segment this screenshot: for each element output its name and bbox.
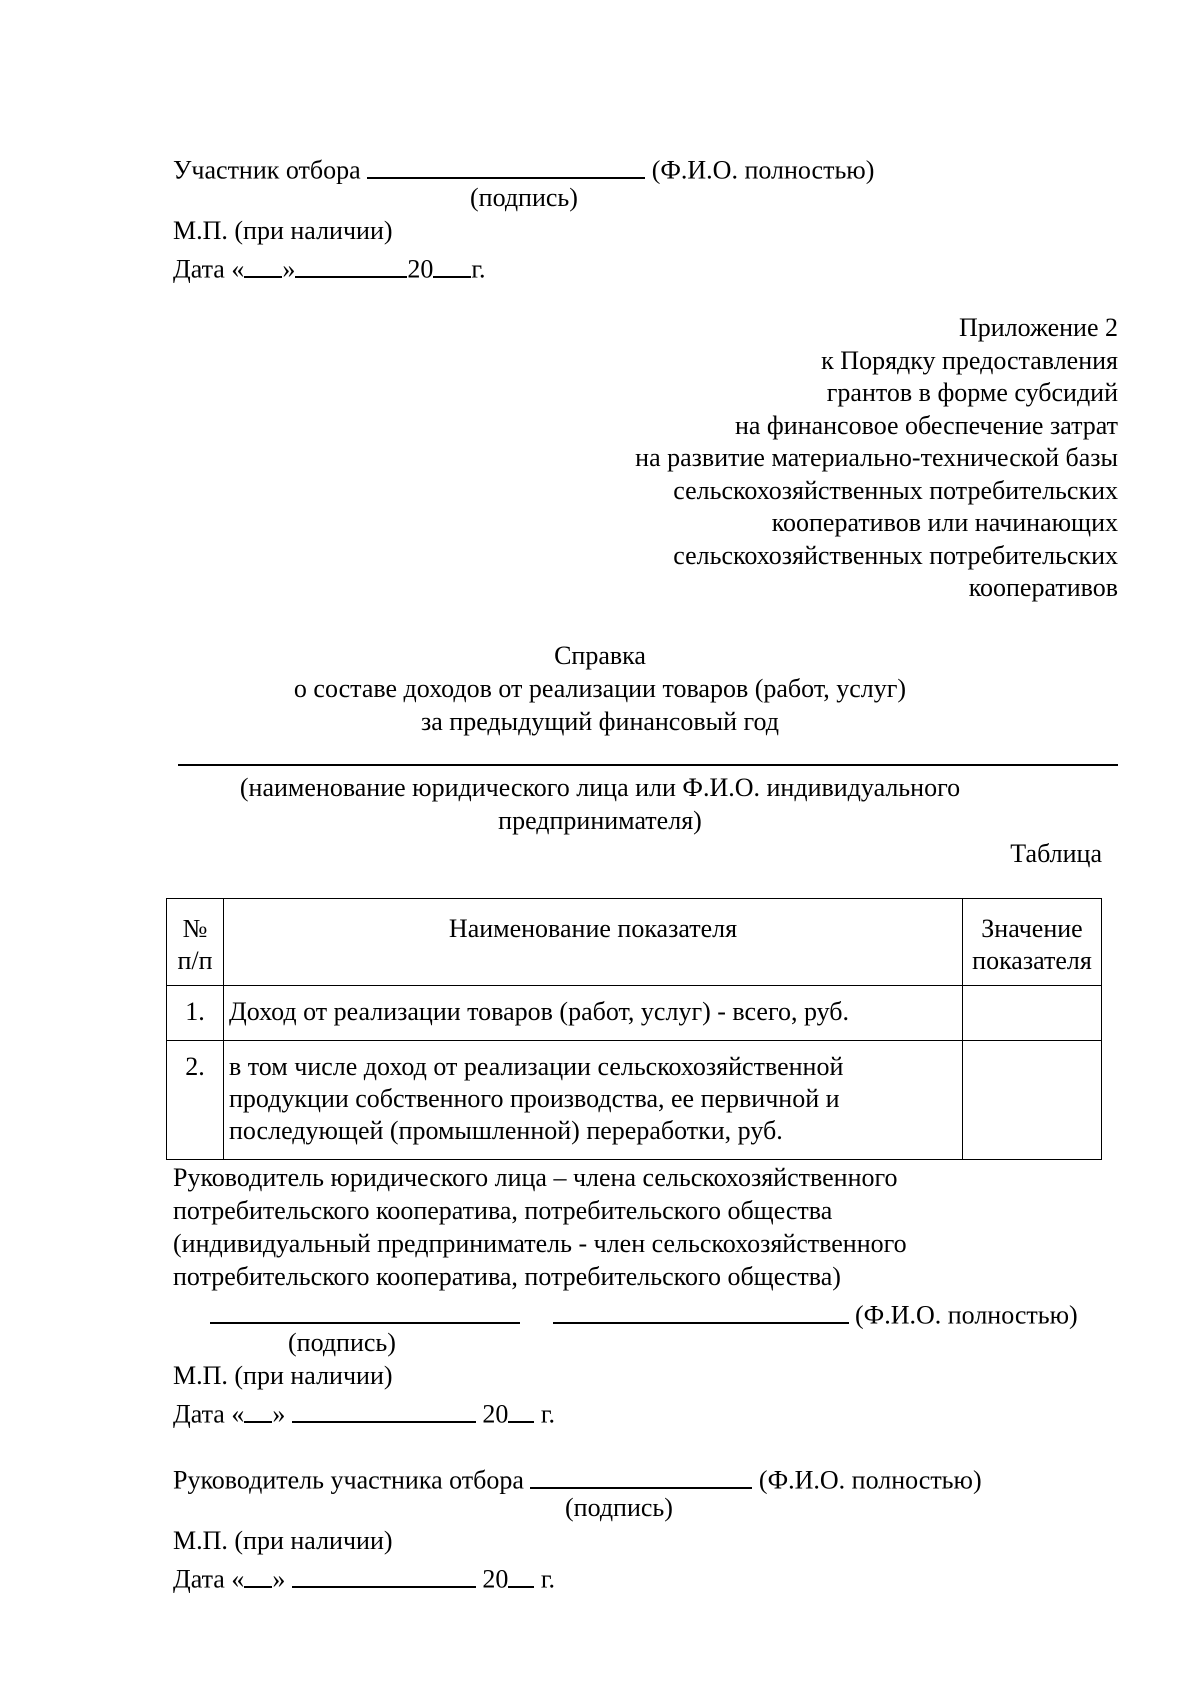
table-label: Таблица — [1010, 839, 1102, 868]
row-name-line: в том числе доход от реализации сельскохозяйственной — [229, 1052, 844, 1081]
date-quote: » — [272, 1399, 286, 1429]
head-line: Руководитель юридического лица – члена сельскохозяйственного — [173, 1163, 898, 1192]
date-line — [173, 251, 486, 283]
row-name — [224, 1041, 963, 1160]
doc-subtitle-period: за предыдущий финансовый год — [420, 707, 780, 736]
date-month-blank[interactable] — [295, 251, 407, 278]
entity-name-blank[interactable] — [178, 764, 1118, 766]
row-value-cell[interactable] — [963, 986, 1102, 1041]
signature-note: (подпись) — [565, 1493, 673, 1522]
date-year-blank[interactable] — [433, 251, 471, 278]
entity-caption-line1: (наименование юридического лица или Ф.И.О. индивидуального — [239, 773, 961, 802]
appendix-line: на финансовое обеспечение затрат — [734, 410, 1118, 440]
header-value-line: Значение — [981, 914, 1083, 943]
date-month-blank[interactable] — [292, 1561, 476, 1588]
table-header-row — [167, 899, 1102, 986]
date-prefix: Дата « — [173, 254, 245, 284]
appendix-line: кооперативов — [968, 573, 1118, 602]
appendix-line: на развитие материально-технической базы — [635, 443, 1118, 472]
bottom-signature-line — [173, 1462, 982, 1494]
participant-label: Участник отбора — [173, 155, 361, 185]
doc-title: Справка — [554, 641, 646, 670]
fio-note: (Ф.И.О. полностью) — [758, 1465, 982, 1495]
head-line: потребительского кооператива, потребительского общества — [173, 1196, 833, 1225]
date-year: 20 — [407, 254, 434, 284]
signature-blank[interactable] — [210, 1297, 520, 1324]
head-line: (индивидуальный предприниматель - член сельскохозяйственного — [173, 1229, 907, 1258]
signature-note: (подпись) — [288, 1328, 396, 1357]
date-day-blank[interactable] — [244, 251, 282, 278]
date-year: 20 — [482, 1399, 509, 1429]
table-row — [167, 986, 1102, 1041]
seal-note: М.П. (при наличии) — [173, 1361, 393, 1390]
appendix-line: Приложение 2 — [958, 313, 1118, 342]
row-name: Доход от реализации товаров (работ, услуг) - всего, руб. — [224, 986, 963, 1041]
row-name-line: последующей (промышленной) переработки, руб. — [229, 1116, 783, 1145]
date-year-blank[interactable] — [508, 1396, 534, 1423]
entity-caption-line2: предпринимателя) — [498, 806, 702, 835]
head-signature-line — [210, 1297, 1078, 1329]
date-prefix: Дата « — [173, 1564, 245, 1594]
bottom-label: Руководитель участника отбора — [173, 1465, 524, 1495]
header-no-line: п/п — [177, 946, 213, 975]
header-no-line: № — [182, 914, 208, 943]
appendix-block — [635, 312, 1118, 605]
date-quote: » — [272, 1564, 286, 1594]
doc-subtitle: о составе доходов от реализации товаров (работ, услуг) — [293, 674, 907, 703]
header-name: Наименование показателя — [224, 899, 963, 986]
date-suffix: г. — [540, 1564, 556, 1594]
head-line: потребительского кооператива, потребительского общества) — [173, 1262, 841, 1291]
participant-signature-line — [173, 152, 874, 184]
appendix-line: к Порядку предоставления — [821, 345, 1118, 375]
date-year: 20 — [482, 1564, 509, 1594]
row-value-cell[interactable] — [963, 1041, 1102, 1160]
row-number: 1. — [167, 986, 224, 1041]
date-suffix: г. — [471, 254, 486, 284]
header-value-line: показателя — [972, 946, 1092, 975]
date-suffix: г. — [540, 1399, 556, 1429]
date-day-blank[interactable] — [244, 1561, 272, 1588]
fio-note: (Ф.И.О. полностью) — [651, 155, 875, 185]
row-number: 2. — [167, 1041, 224, 1160]
appendix-line: кооперативов или начинающих — [771, 508, 1118, 537]
fio-note: (Ф.И.О. полностью) — [855, 1300, 1078, 1330]
date-quote: » — [282, 254, 296, 284]
date-month-blank[interactable] — [292, 1396, 476, 1423]
signature-blank[interactable] — [530, 1462, 752, 1489]
appendix-line: сельскохозяйственных потребительских — [673, 475, 1118, 505]
date-prefix: Дата « — [173, 1399, 245, 1429]
appendix-line: грантов в форме субсидий — [826, 378, 1118, 407]
header-no — [167, 899, 224, 986]
seal-note: М.П. (при наличии) — [173, 216, 393, 245]
header-value — [963, 899, 1102, 986]
date-line — [173, 1561, 555, 1593]
fio-blank[interactable] — [553, 1297, 849, 1324]
date-year-blank[interactable] — [508, 1561, 534, 1588]
date-line — [173, 1396, 555, 1428]
signature-blank[interactable] — [367, 152, 645, 179]
income-table — [166, 898, 1102, 1160]
table-row — [167, 1041, 1102, 1160]
seal-note: М.П. (при наличии) — [173, 1526, 393, 1555]
appendix-line: сельскохозяйственных потребительских — [673, 540, 1118, 570]
date-day-blank[interactable] — [244, 1396, 272, 1423]
row-name-line: продукции собственного производства, ее первичной и — [229, 1084, 840, 1113]
signature-note: (подпись) — [470, 183, 578, 212]
